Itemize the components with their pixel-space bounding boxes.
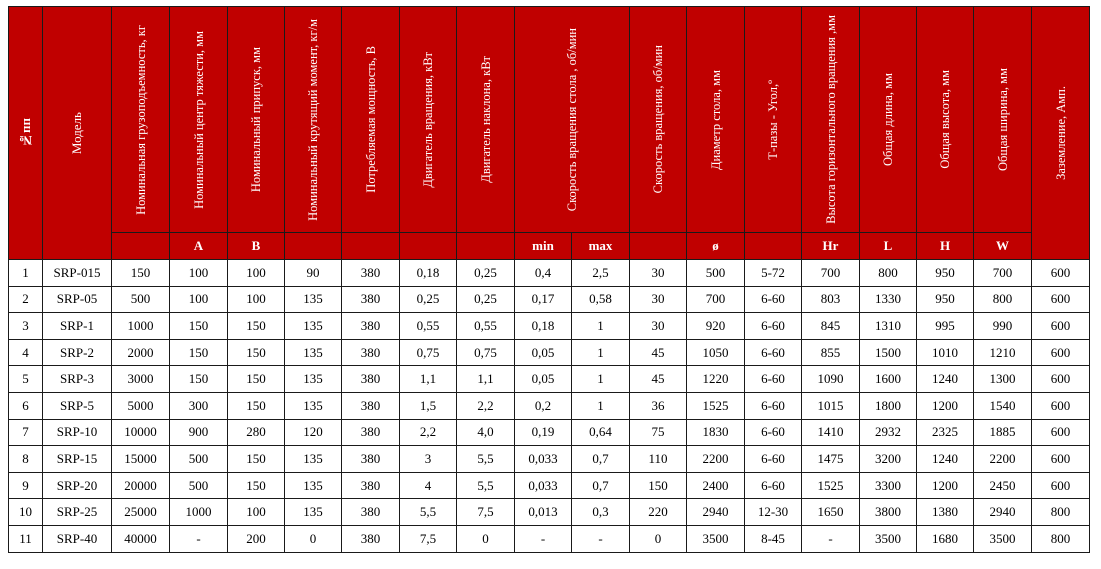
table-cell: 1330 [860,286,917,313]
table-cell: 380 [342,499,400,526]
table-cell: 5 [9,366,43,393]
table-cell: 0 [285,525,342,552]
table-cell: 845 [802,313,860,340]
table-cell: 380 [342,472,400,499]
table-cell: 1000 [170,499,228,526]
table-cell: 0,55 [400,313,457,340]
header-torque [285,7,342,233]
table-cell: 40000 [112,525,170,552]
table-cell: 0,013 [515,499,572,526]
header-gravity-center-label: Номинальный центр тяжести, мм [191,30,206,209]
subheader-t-slots [745,233,802,260]
table-cell: 6-60 [745,286,802,313]
table-cell: 150 [112,260,170,287]
header-num [9,7,43,260]
subheader-total-length: L [860,233,917,260]
subheader-total-height: H [917,233,974,260]
header-capacity [112,7,170,233]
table-cell: 150 [228,472,285,499]
table-cell: - [170,525,228,552]
table-cell: 1885 [974,419,1032,446]
table-row [9,525,1090,552]
header-table-speed [515,7,630,233]
table-row [9,366,1090,393]
table-cell: 500 [112,286,170,313]
header-rotation-motor [400,7,457,233]
table-cell: 0,64 [572,419,630,446]
table-cell: 990 [974,313,1032,340]
table-cell: 855 [802,339,860,366]
table-cell: 6 [9,392,43,419]
table-cell: 100 [228,499,285,526]
table-cell: 0,05 [515,339,572,366]
table-body [9,260,1090,553]
table-cell: SRP-5 [43,392,112,419]
table-row [9,339,1090,366]
header-offset-label: Номинальный припуск, мм [249,46,263,193]
table-cell: 6-60 [745,472,802,499]
header-rotation-motor-label: Двигатель вращения, кВт [421,51,435,188]
table-cell: SRP-2 [43,339,112,366]
table-cell: 380 [342,260,400,287]
table-cell: 800 [860,260,917,287]
table-cell: 380 [342,446,400,473]
table-cell: 0,18 [400,260,457,287]
header-capacity-label: Номинальная грузоподъемность, кг [133,24,148,215]
table-cell: 600 [1032,472,1090,499]
table-cell: 1525 [687,392,745,419]
table-cell: 600 [1032,419,1090,446]
table-cell: 3000 [112,366,170,393]
table-cell: 1 [9,260,43,287]
table-cell: 1210 [974,339,1032,366]
table-cell: 1015 [802,392,860,419]
table-cell: 2200 [974,446,1032,473]
table-cell: 380 [342,286,400,313]
header-power-label: Потребляемая мощность, В [363,46,378,193]
table-cell: 5-72 [745,260,802,287]
table-cell: 135 [285,392,342,419]
table-cell: 2940 [687,499,745,526]
table-cell: 0,05 [515,366,572,393]
table-cell: 380 [342,392,400,419]
table-cell: SRP-015 [43,260,112,287]
table-cell: 6-60 [745,446,802,473]
table-cell: 0,55 [457,313,515,340]
table-cell: 2,5 [572,260,630,287]
table-cell: 0,033 [515,472,572,499]
table-cell: 15000 [112,446,170,473]
table-cell: 1240 [917,366,974,393]
subheader-gravity-center: A [170,233,228,260]
table-cell: SRP-25 [43,499,112,526]
header-grounding-label: Заземление, Амп. [1053,86,1068,180]
table-cell: 600 [1032,392,1090,419]
table-row [9,392,1090,419]
table-cell: 2940 [974,499,1032,526]
table-cell: 600 [1032,260,1090,287]
table-cell: 7,5 [400,525,457,552]
table-cell: 1090 [802,366,860,393]
table-cell: 0,58 [572,286,630,313]
table-cell: 11 [9,525,43,552]
table-cell: 30 [630,286,687,313]
table-cell: 0 [630,525,687,552]
table-cell: 8-45 [745,525,802,552]
table-cell: 4,0 [457,419,515,446]
table-cell: 2932 [860,419,917,446]
header-total-height-label: Общая высота, мм [938,70,952,169]
table-cell: 8 [9,446,43,473]
table-cell: 45 [630,366,687,393]
table-cell: 150 [630,472,687,499]
table-cell: 3200 [860,446,917,473]
table-cell: 25000 [112,499,170,526]
header-model-label: Модель [69,111,84,155]
table-cell: 4 [9,339,43,366]
table-cell: 0,25 [457,286,515,313]
subheader-total-width: W [974,233,1032,260]
table-cell: 36 [630,392,687,419]
subheader-speed-min: min [515,233,572,260]
table-cell: 6-60 [745,392,802,419]
header-model [43,7,112,260]
table-cell: 500 [170,446,228,473]
table-cell: 1,5 [400,392,457,419]
subheader-tilt-motor [457,233,515,260]
header-tilt-motor-label: Двигатель наклона, кВт [478,56,493,183]
subheader-torque [285,233,342,260]
table-cell: 380 [342,339,400,366]
table-cell: 500 [170,472,228,499]
table-cell: 950 [917,260,974,287]
table-cell: 3500 [687,525,745,552]
table-cell: 1650 [802,499,860,526]
table-cell: 135 [285,472,342,499]
subheader-table-diameter: ø [687,233,745,260]
table-row [9,313,1090,340]
table-cell: 10000 [112,419,170,446]
table-cell: 900 [170,419,228,446]
header-horizontal-height-label: Высота горизонтального вращения ,мм [823,15,838,224]
table-cell: 800 [1032,499,1090,526]
table-cell: 1010 [917,339,974,366]
table-cell: 700 [802,260,860,287]
table-cell: 1475 [802,446,860,473]
table-cell: 30 [630,313,687,340]
subheader-horizontal-height: Hr [802,233,860,260]
table-cell: 3300 [860,472,917,499]
table-cell: 3500 [974,525,1032,552]
table-cell: 7,5 [457,499,515,526]
table-cell: 30 [630,260,687,287]
table-cell: 0,25 [457,260,515,287]
subheader-speed-max: max [572,233,630,260]
header-total-width-label: Общая ширина, мм [995,68,1010,171]
table-cell: 110 [630,446,687,473]
subheader-rotation-motor [400,233,457,260]
table-cell: 100 [170,286,228,313]
table-cell: 150 [228,366,285,393]
table-cell: 2450 [974,472,1032,499]
subheader-offset: B [228,233,285,260]
table-cell: 0,17 [515,286,572,313]
table-cell: 1525 [802,472,860,499]
table-cell: 1 [572,392,630,419]
table-cell: 150 [170,339,228,366]
header-t-slots-label: Т-пазы - Угол,º [766,79,780,160]
table-cell: 1,1 [457,366,515,393]
table-cell: 1220 [687,366,745,393]
table-cell: 500 [687,260,745,287]
header-rotation-speed [630,7,687,233]
table-row [9,260,1090,287]
table-cell: 3500 [860,525,917,552]
table-cell: 1050 [687,339,745,366]
header-tilt-motor [457,7,515,233]
table-cell: 0,18 [515,313,572,340]
table-cell: 0,3 [572,499,630,526]
table-cell: 1200 [917,392,974,419]
table-cell: 220 [630,499,687,526]
table-cell: 5,5 [400,499,457,526]
table-cell: SRP-40 [43,525,112,552]
table-cell: 135 [285,313,342,340]
table-cell: 10 [9,499,43,526]
table-cell: 920 [687,313,745,340]
table-cell: 1500 [860,339,917,366]
table-cell: 0,4 [515,260,572,287]
header-t-slots [745,7,802,233]
table-cell: 5,5 [457,472,515,499]
table-cell: - [802,525,860,552]
table-cell: 135 [285,366,342,393]
header-table-diameter [687,7,745,233]
table-cell: SRP-20 [43,472,112,499]
table-cell: 950 [917,286,974,313]
table-cell: 0,7 [572,446,630,473]
table-cell: 1380 [917,499,974,526]
table-row [9,286,1090,313]
table-cell: 2 [9,286,43,313]
subheader-rotation-speed [630,233,687,260]
table-cell: SRP-10 [43,419,112,446]
table-cell: 1 [572,339,630,366]
table-cell: 0,75 [457,339,515,366]
header-grounding [1032,7,1090,260]
table-cell: 100 [170,260,228,287]
table-cell: - [572,525,630,552]
table-cell: 1 [572,366,630,393]
table-cell: 7 [9,419,43,446]
header-total-length-label: Общая длина, мм [881,72,895,167]
table-cell: 75 [630,419,687,446]
table-row [9,446,1090,473]
header-power [342,7,400,233]
table-cell: 1,1 [400,366,457,393]
table-cell: - [515,525,572,552]
table-cell: 150 [228,392,285,419]
table-cell: 1410 [802,419,860,446]
table-cell: 0 [457,525,515,552]
table-cell: 2000 [112,339,170,366]
table-cell: 4 [400,472,457,499]
header-total-length [860,7,917,233]
table-cell: 200 [228,525,285,552]
table-cell: 100 [228,286,285,313]
header-num-label: №пп [17,118,33,148]
table-cell: 1310 [860,313,917,340]
table-cell: 700 [974,260,1032,287]
table-cell: 2,2 [457,392,515,419]
table-cell: 135 [285,446,342,473]
table-cell: SRP-1 [43,313,112,340]
header-table-diameter-label: Диаметр стола, мм [708,69,723,170]
table-cell: SRP-05 [43,286,112,313]
table-cell: 600 [1032,366,1090,393]
table-cell: 600 [1032,339,1090,366]
table-cell: 380 [342,366,400,393]
table-cell: 135 [285,499,342,526]
table-cell: 1800 [860,392,917,419]
header-gravity-center [170,7,228,233]
table-cell: 150 [228,339,285,366]
header-horizontal-height [802,7,860,233]
table-cell: 1240 [917,446,974,473]
table-cell: 150 [170,313,228,340]
table-cell: 1 [572,313,630,340]
table-cell: 135 [285,286,342,313]
header-rotation-speed-label: Скорость вращения, об/мин [651,45,665,194]
table-cell: 150 [170,366,228,393]
table-row [9,472,1090,499]
table-cell: 2325 [917,419,974,446]
table-cell: 380 [342,525,400,552]
table-cell: 2400 [687,472,745,499]
table-cell: 1830 [687,419,745,446]
header-table-speed-label: Скорость вращения стола , об/мин [565,27,579,212]
table-cell: 995 [917,313,974,340]
table-cell: 45 [630,339,687,366]
table-cell: 380 [342,419,400,446]
table-cell: 1000 [112,313,170,340]
table-cell: 5000 [112,392,170,419]
table-cell: 150 [228,446,285,473]
table-cell: 600 [1032,313,1090,340]
table-cell: 0,19 [515,419,572,446]
header-torque-label: Номинальный крутящий момент, кг/м [306,18,320,221]
table-cell: 300 [170,392,228,419]
table-cell: 1200 [917,472,974,499]
table-cell: 135 [285,339,342,366]
table-cell: 100 [228,260,285,287]
table-cell: 5,5 [457,446,515,473]
table-cell: 6-60 [745,339,802,366]
table-cell: 120 [285,419,342,446]
table-cell: 2200 [687,446,745,473]
table-cell: 12-30 [745,499,802,526]
table-cell: 0,25 [400,286,457,313]
table-cell: 800 [974,286,1032,313]
header-total-height [917,7,974,233]
table-cell: 2,2 [400,419,457,446]
table-cell: 0,033 [515,446,572,473]
table-cell: 90 [285,260,342,287]
table-cell: 700 [687,286,745,313]
table-cell: 0,7 [572,472,630,499]
table-cell: SRP-3 [43,366,112,393]
table-cell: 3800 [860,499,917,526]
table-cell: 150 [228,313,285,340]
table-cell: 0,2 [515,392,572,419]
table-cell: 280 [228,419,285,446]
table-cell: 600 [1032,286,1090,313]
table-cell: 6-60 [745,313,802,340]
table-cell: 380 [342,313,400,340]
table-cell: 1300 [974,366,1032,393]
table-row [9,419,1090,446]
table-row [9,499,1090,526]
table-cell: 20000 [112,472,170,499]
table-cell: 3 [400,446,457,473]
table-cell: 6-60 [745,419,802,446]
table-cell: 3 [9,313,43,340]
table-cell: 9 [9,472,43,499]
table-cell: 6-60 [745,366,802,393]
table-cell: 803 [802,286,860,313]
table-cell: 800 [1032,525,1090,552]
header-total-width [974,7,1032,233]
header-offset [228,7,285,233]
subheader-power [342,233,400,260]
subheader-capacity [112,233,170,260]
table-cell: 1540 [974,392,1032,419]
table-cell: 1680 [917,525,974,552]
table-cell: 600 [1032,446,1090,473]
table-cell: 0,75 [400,339,457,366]
specs-table [8,6,1090,553]
table-cell: SRP-15 [43,446,112,473]
table-cell: 1600 [860,366,917,393]
